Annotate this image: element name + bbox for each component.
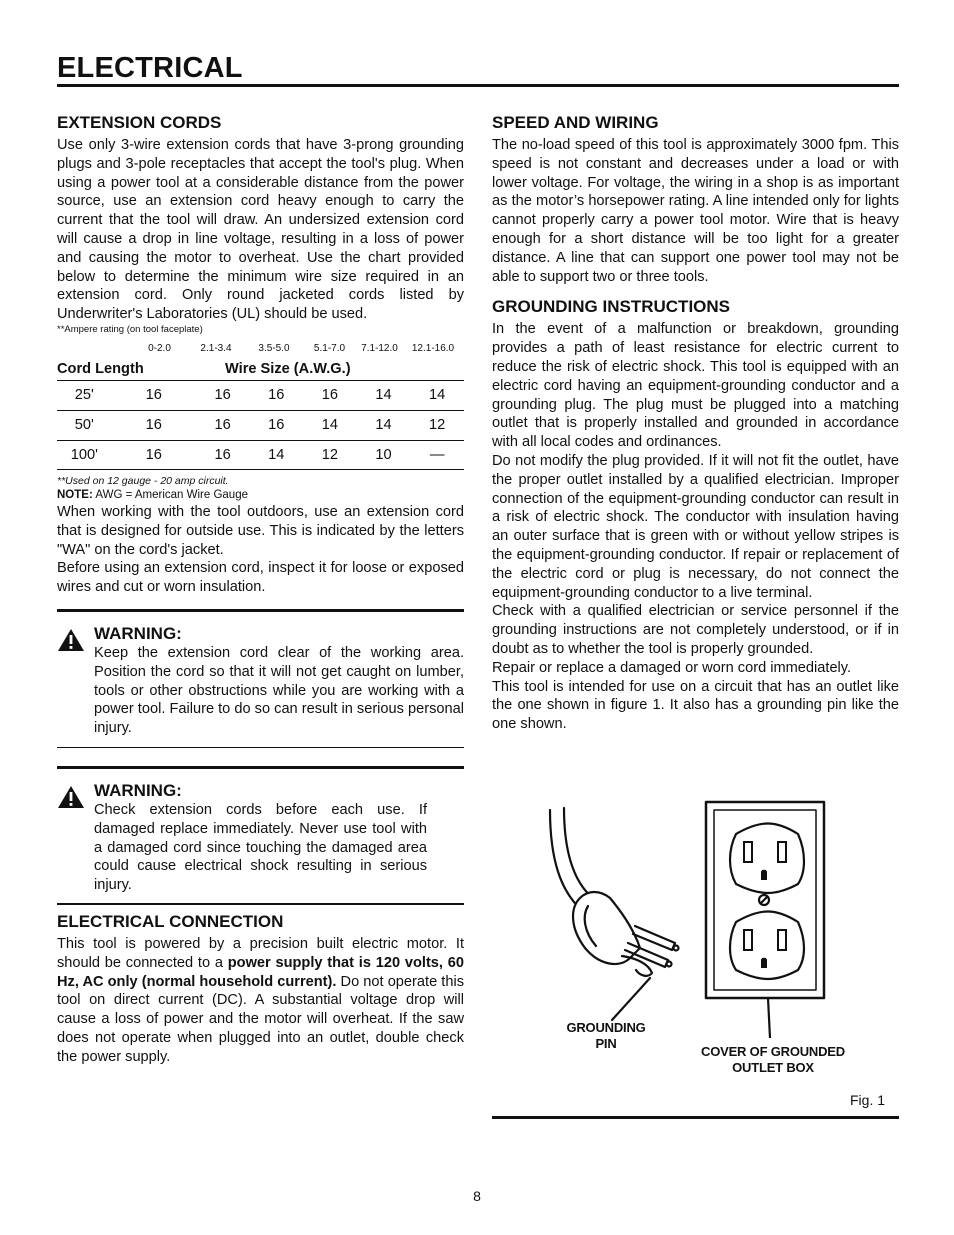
- ampere-range: 3.5-5.0: [258, 342, 290, 354]
- extension-cords-text: Use only 3-wire extension cords that have 3-prong grounding plugs and 3-pole receptacles that accept the tool's plug. When using a power tool at a considerable distance from the power source, use an extension cord heavy enough to carry the current that the tool will draw. An undersized extension cord will cause a drop in line voltage, resulting in a loss of power and causing the motor to overheat. Use the chart provided below to determine the minimum wire size required in an extension cord. Only round jacketed cords listed by Underwriter's Laboratories (UL) should be used.: [57, 137, 464, 323]
- grounding-heading: GROUNDING INSTRUCTIONS: [492, 297, 730, 317]
- figure-caption: Fig. 1: [850, 1092, 886, 1108]
- warning-triangle-icon: [57, 785, 85, 809]
- figure-rule: [492, 1116, 899, 1119]
- wire-size-table: [57, 343, 464, 470]
- grounding-text: In the event of a malfunction or breakdown, grounding provides a path of least resistance for electric current to reduce the risk of electric shock. This tool is equipped with an electric cord having an equipment-grounding conductor and a grounding plug. The plug must be plugged into a matching outlet that is properly installed and grounded in accordance with all local codes and ordinances.: [492, 321, 899, 451]
- electrical-connection-text: This tool is powered by a precision built electric motor. It should be connected to a power supply that is 120 volts, 60 Hz, AC only (normal household current). Do not operate this tool on direct current (DC). A substantial voltage drop will cause a loss of power and the motor will overheat. If the saw does not operate when plugged into an outlet, double check the power supply.: [57, 935, 464, 1065]
- page-title: ELECTRICAL: [57, 52, 243, 84]
- warning-text: Check extension cords before each use. If damaged replace immediately. Never use tool with a damaged cord since touching the damaged area could cause electrical shock resulting in serious injury.: [94, 801, 427, 894]
- ampere-range: 5.1-7.0: [313, 342, 346, 354]
- electrical-connection-heading: ELECTRICAL CONNECTION: [57, 911, 284, 931]
- awg-note: NOTE: AWG = American Wire Gauge: [57, 488, 248, 501]
- wire-size-header: Wire Size (A.W.G.): [225, 360, 351, 377]
- warning-text: Keep the extension cord clear of the working area. Position the cord so that it will not get caught on lumber, tools or other obstructions while you are working with a power tool. Failure to do so can result in serious personal injury.: [94, 644, 464, 737]
- warning-box-1: [57, 609, 464, 748]
- warning-title: WARNING:: [94, 623, 182, 643]
- speed-wiring-heading: SPEED AND WIRING: [492, 113, 659, 132]
- ampere-range: 7.1-12.0: [361, 342, 398, 354]
- extension-cords-heading: EXTENSION CORDS: [57, 113, 222, 132]
- ampere-range: 0-2.0: [148, 342, 171, 354]
- left-column: [57, 112, 464, 1067]
- ampere-range-row: [57, 343, 464, 357]
- ampere-range: 2.1-3.4: [200, 342, 232, 354]
- table-row: 50' 16 16 16 14 14 12: [57, 410, 464, 440]
- grounding-text: Do not modify the plug provided. If it will not fit the outlet, have the proper outlet installed by a qualified electrician. Improper connection of the equipment-grounding conductor can result in a risk of electric shock. The conductor with insulation having an outer surface that is green with or without yellow stripes is the equipment-grounding conductor. If repair or replacement of the electric cord or plug is necessary, do not connect the equipment-grounding conductor to a live terminal.: [492, 452, 899, 601]
- outlet-cover-label: COVER OF GROUNDED OUTLET BOX: [701, 1044, 845, 1075]
- electrical-connection-section: [57, 904, 464, 1067]
- cord-length-header: Cord Length: [57, 360, 144, 377]
- table-row: 25' 16 16 16 16 14 14: [57, 380, 464, 410]
- speed-wiring-text: The no-load speed of this tool is approximately 3000 fpm. This speed is not constant and decreases under a load or with lower voltage. For voltage, the wiring in a shop is as important as the motor’s horsepower rating. A line intended only for lights cannot properly carry a power tool motor. Wire that is heavy enough for a short distance will be too light for a greater distance. A line that can support one power tool may not be able to support two or three tools.: [492, 137, 899, 285]
- grounding-text: This tool is intended for use on a circuit that has an outlet like the one shown in figure 1. It also has a grounding pin like the one shown.: [492, 678, 899, 733]
- inspect-cord-text: Before using an extension cord, inspect it for loose or exposed wires and cut or worn insulation.: [57, 560, 464, 596]
- title-rule: [57, 84, 899, 87]
- plug-and-outlet-illustration: [540, 798, 870, 1038]
- table-header: [57, 357, 464, 377]
- ampere-range: 12.1-16.0: [411, 342, 455, 354]
- warning-title: WARNING:: [94, 780, 182, 800]
- right-column: [492, 112, 899, 734]
- warning-triangle-icon: [57, 628, 85, 652]
- grounding-text: Check with a qualified electrician or service personnel if the grounding instructions are not completely understood, or if in doubt as to whether the tool is properly grounded.: [492, 603, 899, 657]
- table-row: 100' 16 16 14 12 10 —: [57, 440, 464, 470]
- grounding-pin-label: GROUNDING PIN: [566, 1020, 646, 1051]
- warning-box-2: [57, 766, 464, 904]
- page-number: 8: [473, 1188, 481, 1204]
- ampere-note: **Ampere rating (on tool faceplate): [57, 323, 203, 335]
- outdoor-cord-text: When working with the tool outdoors, use an extension cord that is designed for outside use. This is indicated by the letters "WA" on the cord's jacket.: [57, 503, 464, 558]
- table-footnote: **Used on 12 gauge - 20 amp circuit.: [57, 474, 229, 487]
- grounding-text: Repair or replace a damaged or worn cord immediately.: [492, 659, 852, 676]
